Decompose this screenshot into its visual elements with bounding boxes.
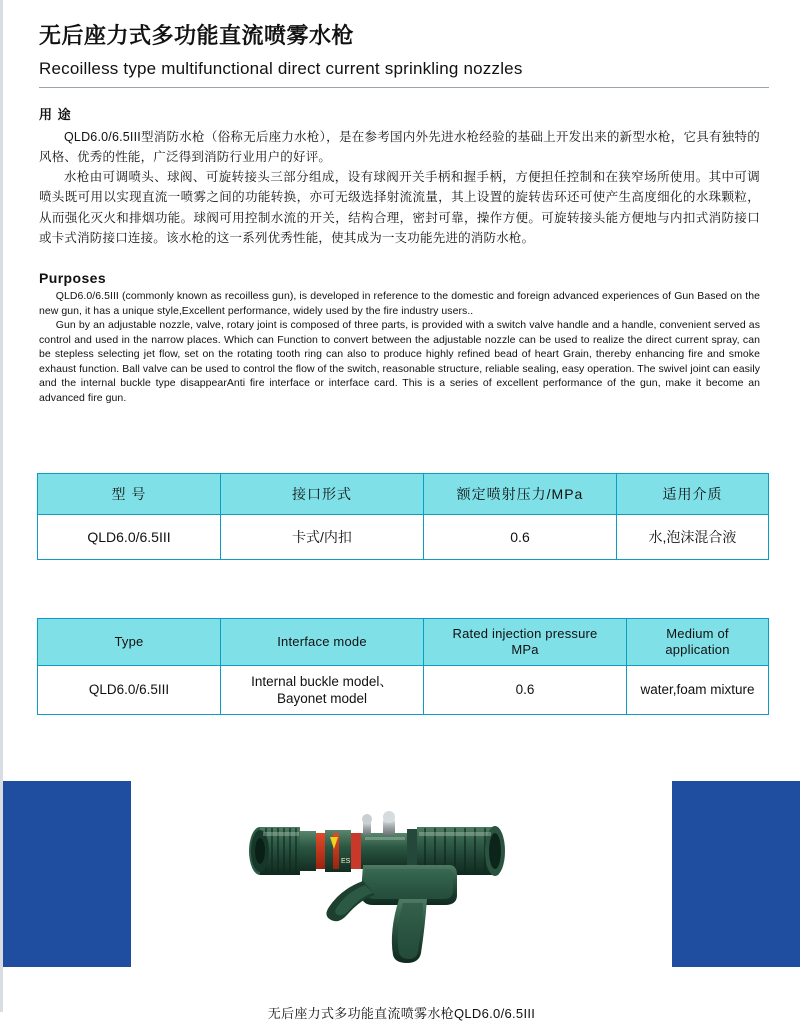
purposes-paragraph-cn-2: 水枪由可调喷头、球阀、可旋转接头三部分组成，设有球阀开关手柄和握手柄，方便担任控制和在狭窄场所使用。其中可调喷头既可用以实现直流一喷雾之间的功能转换，亦可无级选择射流流量，其上设置的旋转齿环还可使产生高度细化的水珠颗粒，从而强化灭火和排烟功能。球阀可用控制水流的开关，结构合理，密封可靠，操作方便。可旋转接头能方便地与内扣式消防接口或卡式消防接口连接。该水枪的这一系列优秀性能，使其成为一支功能先进的消防水枪。 bbox=[39, 170, 760, 245]
cell-interface: 卡式/内扣 bbox=[221, 515, 424, 560]
header-cell-pressure: 额定喷射压力/MPa bbox=[424, 474, 617, 515]
nozzle-collar bbox=[300, 830, 361, 872]
header-cell-interface: 接口形式 bbox=[221, 474, 424, 515]
purposes-paragraph-en-1: QLD6.0/6.5III (commonly known as recoilless gun), is developed in reference to the domestic and foreign advanced experiences of Gun Based on the new gun, it has a unique style,Excellent performance, widely used by the fire industry users.. bbox=[39, 290, 760, 317]
table-header-row bbox=[38, 619, 769, 666]
purposes-paragraph-cn-1: QLD6.0/6.5III型消防水枪（俗称无后座力水枪），是在参考国内外先进水枪经验的基础上开发出来的新型水枪，它具有独特的风格、优秀的性能，广泛得到消防行业用户的好评。 bbox=[39, 129, 760, 164]
cell-type: QLD6.0/6.5III bbox=[38, 666, 221, 715]
nozzle-barrel bbox=[361, 811, 417, 873]
figure-caption: 无后座力式多功能直流喷雾水枪QLD6.0/6.5III bbox=[267, 1006, 536, 1022]
cell-line-1: Internal buckle model、 bbox=[251, 673, 393, 689]
header-cell-model: 型 号 bbox=[38, 474, 221, 515]
svg-text:ES: ES bbox=[341, 858, 351, 866]
cell-rated-pressure: 0.6 bbox=[424, 666, 627, 715]
title-divider bbox=[39, 87, 769, 88]
header-cell-medium: 适用介质 bbox=[617, 474, 769, 515]
header-line-2: application bbox=[665, 642, 730, 658]
cell-medium-application: water,foam mixture bbox=[627, 666, 769, 715]
document-body bbox=[3, 104, 800, 405]
cell-interface-mode bbox=[221, 666, 424, 715]
document-header bbox=[3, 0, 800, 88]
cell-pressure: 0.6 bbox=[424, 515, 617, 560]
header-line-1: Medium of bbox=[666, 625, 729, 641]
header-cell-medium-application bbox=[627, 619, 769, 666]
spec-table-cn-wrap bbox=[3, 473, 800, 560]
nozzle-illustration bbox=[213, 803, 593, 968]
spec-table-en bbox=[37, 618, 769, 715]
spec-table-en-wrap bbox=[3, 618, 800, 715]
header-line-1: Rated injection pressure bbox=[452, 625, 598, 641]
purposes-heading-cn: 用 途 bbox=[39, 106, 72, 122]
purposes-heading-en: Purposes bbox=[39, 270, 106, 287]
table-row bbox=[38, 515, 769, 560]
table-row bbox=[38, 666, 769, 715]
photo-backdrop-left bbox=[3, 781, 131, 967]
header-cell-type: Type bbox=[38, 619, 221, 666]
product-photo-nozzle bbox=[213, 803, 593, 968]
cell-medium: 水,泡沫混合液 bbox=[617, 515, 769, 560]
purposes-paragraph-en-2: Gun by an adjustable nozzle, valve, rotary joint is composed of three parts, is provided with a switch valve handle and a handle, convenient served as control and used in the narrow places. Which can Function to convert between the adjustable nozzle can be used to realize the direct current spray, can be stepless selecting jet flow, set on the rotating tooth ring can also to produce highly refined bead of heart Grain, thereby enhancing fire and smoke exhaust function. Ball valve can be used to control the flow of the switch, reasonable structure, reliable sealing, easy operation. The swivel joint can easily and the internal buckle type disappearAnti fire interface or interface card. This is a series of excellent performance of the gun, make it become an advanced fire gun. bbox=[39, 319, 760, 404]
cell-line-2: Bayonet model bbox=[276, 691, 368, 707]
table-header-row bbox=[38, 474, 769, 515]
page-title-cn: 无后座力式多功能直流喷雾水枪 bbox=[39, 23, 355, 48]
pistol-grip bbox=[392, 899, 427, 963]
cell-model: QLD6.0/6.5III bbox=[38, 515, 221, 560]
spec-table-cn bbox=[37, 473, 769, 560]
header-cell-interface-mode: Interface mode bbox=[221, 619, 424, 666]
photo-backdrop-right bbox=[672, 781, 800, 967]
page-title-en: Recoilless type multifunctional direct current sprinkling nozzles bbox=[39, 58, 523, 78]
product-image-band bbox=[3, 781, 800, 1022]
header-cell-rated-pressure bbox=[424, 619, 627, 666]
header-line-2: MPa bbox=[511, 642, 539, 658]
